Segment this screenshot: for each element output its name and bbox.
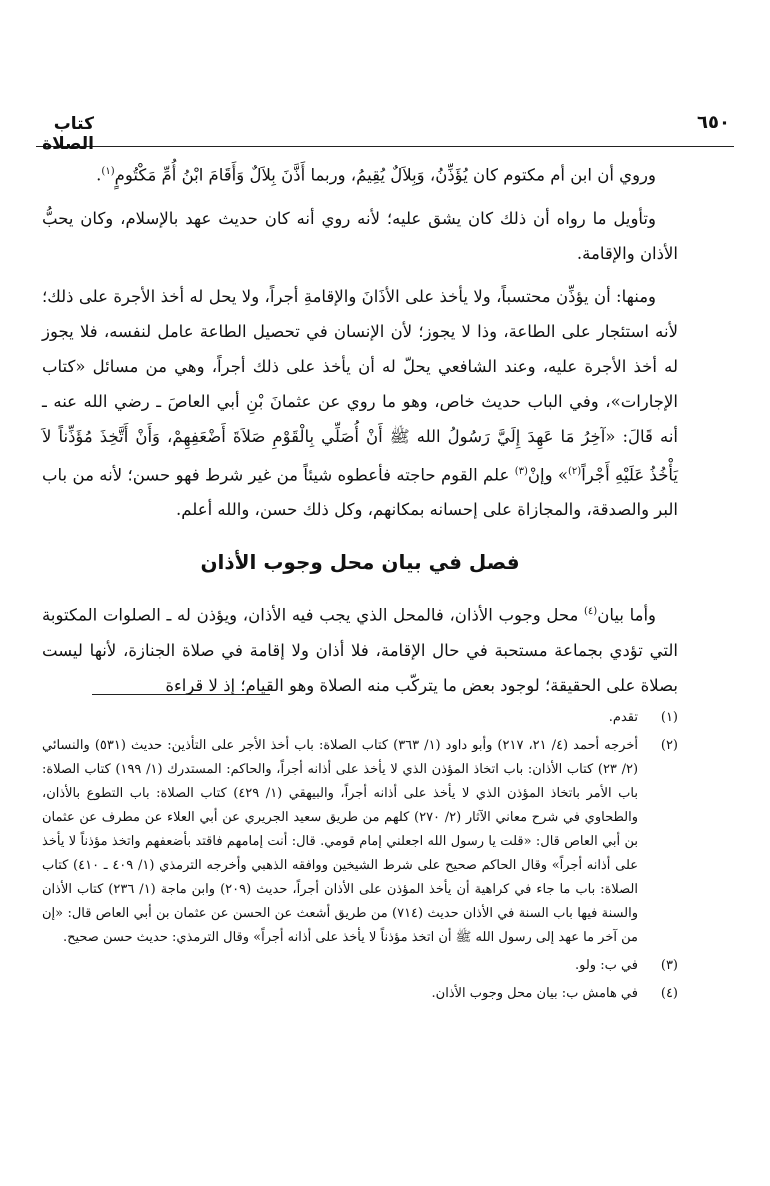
page-number: ٦٥٠	[697, 112, 730, 133]
paragraph-1-end: .	[96, 165, 102, 185]
footnote-text: في هامش ب: بيان محل وجوب الأذان.	[431, 986, 638, 1001]
footnote-divider	[92, 694, 270, 695]
paragraph-3	[42, 279, 678, 528]
book-title: كتاب الصلاة	[42, 114, 94, 154]
footnote-ref-3[interactable]: (٣)	[514, 465, 528, 477]
footnote-ref-1[interactable]: (١)	[101, 166, 115, 177]
section-heading: فصل في بيان محل وجوب الأذان	[200, 550, 520, 574]
footnote-ref-4[interactable]: (٤)	[584, 606, 598, 617]
paragraph-3-text-b: » وإنْ	[527, 465, 569, 484]
paragraph-3-text-a: ومنها: أن يؤذِّن محتسباً، ولا يأخذ على الأذَانَ والإقامةِ أجراً، ولا يحل له أخذ الأجرة على ذلك؛ لأنه استئجار على الطاعة، وذا لا يجوز؛ لأن الإنسان في تحصيل الطاعة عامل لنفسه، فلا يجوز له أخذ الأجرة عليه، وعند الشافعي يحلّ له أن يأخذ على ذلك أجراً، وهي من مسائل «كتاب الإجارات»، وفي الباب حديث خاص، وهو ما روي عن عثمانَ بْنِ أبي العاصَ ـ رضي الله عنه ـ أنه قَالَ: «آخِرُ مَا عَهِدَ إِلَيَّ رَسُولُ الله ﷺ أَنْ أُصَلِّي بِالْقَوْمِ صَلاَةَ أَضْعَفِهِمْ، وَأَنْ أَتَّخِذَ مُؤَذِّناً لاَ يَأْخُذُ عَلَيْهِ أَجْراً	[42, 286, 679, 484]
footnote-item	[42, 954, 678, 978]
paragraph-4-text-b: محل وجوب الأذان، فالمحل الذي يجب فيه الأذان، ويؤذن له ـ الصلوات المكتوبة التي تؤدي بجماعة مستحبة في حال الإقامة، فلا أذان ولا إقامة في صلاة الجنازة، لأنها ليست بصلاة على الحقيقة؛ لوجود بعض ما يتركّب منه الصلاة وهو القيام؛ إذ لا قراءة	[42, 605, 678, 695]
footnote-item	[42, 734, 678, 950]
paragraph-1	[42, 154, 678, 193]
footnotes	[42, 706, 678, 1010]
footnote-number: (٣)	[660, 958, 678, 973]
paragraph-3-text-c: علم القوم حاجته فأعطوه شيئاً من غير شرط فهو حسن؛ لأنه من باب البر والصدقة، والمجازاة على إحسانه بمكانهم، وكل ذلك حسن، والله أعلم.	[42, 465, 678, 519]
footnote-number: (١)	[660, 710, 678, 725]
main-text	[42, 154, 678, 711]
page-header	[36, 102, 734, 154]
footnote-item	[42, 982, 678, 1006]
footnote-text: تقدم.	[608, 710, 638, 725]
footnote-text: أخرجه أحمد (٤/ ٢١، ٢١٧) وأبو داود (١/ ٣٦٣) كتاب الصلاة: باب أخذ الأجر على التأذين: حديث (٥٣١) والنسائي (٢/ ٢٣) كتاب الأذان: باب اتخاذ المؤذن الذي لا يأخذ على أذانه أجراً، والحاكم: المستدرك (١/ ١٩٩) كتاب الصلاة: باب الأمر باتخاذ المؤذن الذي لا يأخذ على أذانه أجراً، والبيهقي (١/ ٤٢٩) كتاب الصلاة: باب التطوع بالأذان، والطحاوي في شرح معاني الآثار (٢/ ٢٧٠) كلهم من طريق سعيد الجريري عن أبي العلاء عن مطرف عن عثمان بن أبي العاص قال: «قلت يا رسول الله اجعلني إمام قومي. قال: أنت إمامهم فاقتد بأضعفهم واتخذ مؤذناً لا يأخذ على أذانه أجراً» وقال الحاكم صحيح على شرط الشيخين ووافقه الذهبي وأخرجه الترمذي (١/ ٤٠٩ ـ ٤١٠) كتاب الصلاة: باب ما جاء في كراهية أن يأخذ المؤذن على الأذان أجراً، حديث (٢٠٩) وابن ماجة (١/ ٢٣٦) كتاب الأذان والسنة فيها باب السنة في الأذان حديث (٧١٤) من طريق أشعث عن الحسن عن عثمان بن أبي العاص قال: «إن من آخر ما عهد إلى رسول الله ﷺ أن اتخذ مؤذناً لا يأخذ على أذانه أجراً» وقال الترمذي: حديث حسن صحيح.	[42, 738, 639, 945]
footnote-text: في ب: ولو.	[574, 958, 638, 973]
footnote-number: (٤)	[660, 986, 678, 1001]
paragraph-4-text-a: وأما بيان	[597, 605, 656, 625]
footnote-ref-2[interactable]: (٢)	[568, 465, 582, 477]
footnote-number: (٢)	[660, 738, 678, 753]
paragraph-2: وتأويل ما رواه أن ذلك كان يشق عليه؛ لأنه روي أنه كان حديث عهد بالإسلام، وكان يحبُّ الأذان والإقامة.	[42, 208, 678, 263]
paragraph-1-text: وروي أن ابن أم مكتوم كان يُؤَذِّنُ، وَبِلاَلٌ يُقِيمُ، وربما أَذَّنَ بِلاَلٌ وَأَقَامَ ابْنُ أُمِّ مَكْتُومٍ	[114, 165, 656, 185]
paragraph-4	[42, 594, 678, 703]
footnote-item	[42, 706, 678, 730]
